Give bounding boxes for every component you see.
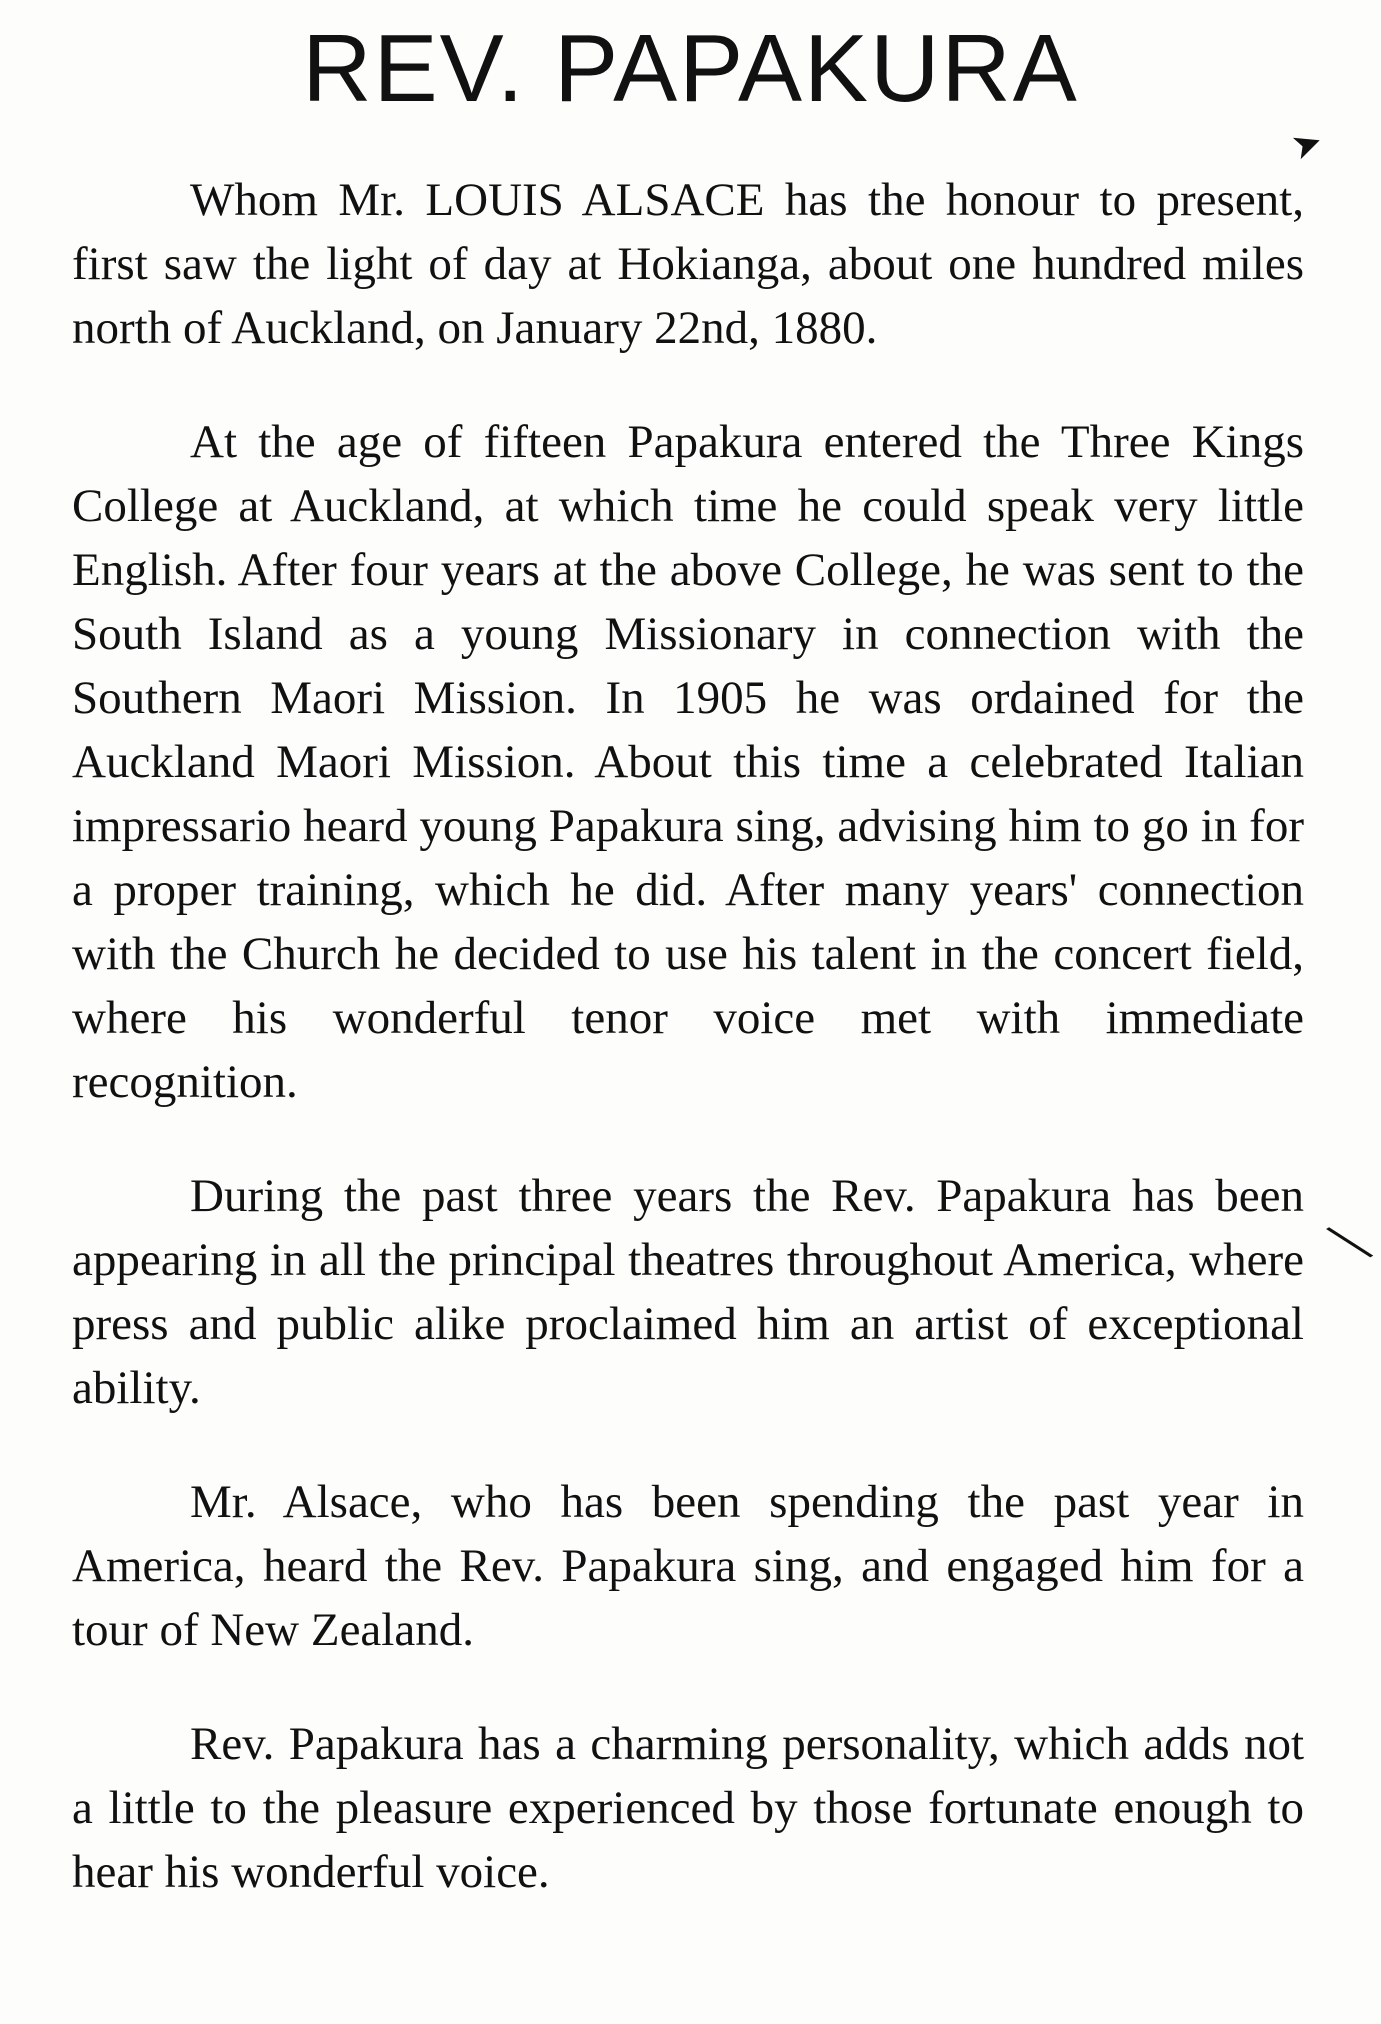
ink-mark-icon: ╲ <box>1328 1217 1372 1269</box>
paragraph-america: During the past three years the Rev. Papakura has been appearing in all the principal theatres throughout America, where press and public alike proclaimed him an artist of exceptional ability. <box>72 1170 1304 1414</box>
page-title: REV. PAPAKURA <box>302 15 1079 122</box>
article-body <box>72 168 1304 1954</box>
paragraph-career: At the age of fifteen Papakura entered the Three Kings College at Auckland, at which time he could speak very little English. After four years at the above College, he was sent to the South Island as a young Missionary in connection with the Southern Maori Mission. In 1905 he was ordained for the Auckland Maori Mission. About this time a celebrated Italian impressario heard young Papakura sing, advising him to go in for a proper training, which he did. After many years' connection with the Church he decided to use his talent in the concert field, where his wonderful tenor voice met with immediate recognition. <box>72 416 1304 1108</box>
paragraph-engagement: Mr. Alsace, who has been spending the past year in America, heard the Rev. Papakura sing, and engaged him for a tour of New Zealand. <box>72 1476 1304 1656</box>
ink-mark-icon: ➤ <box>1285 120 1329 169</box>
paragraph-personality: Rev. Papakura has a charming personality, which adds not a little to the pleasure experienced by those fortunate enough to hear his wonderful voice. <box>72 1718 1304 1898</box>
paragraph-birth: Whom Mr. LOUIS ALSACE has the honour to present, first saw the light of day at Hokianga, about one hundred miles north of Auckland, on January 22nd, 1880. <box>72 174 1304 354</box>
